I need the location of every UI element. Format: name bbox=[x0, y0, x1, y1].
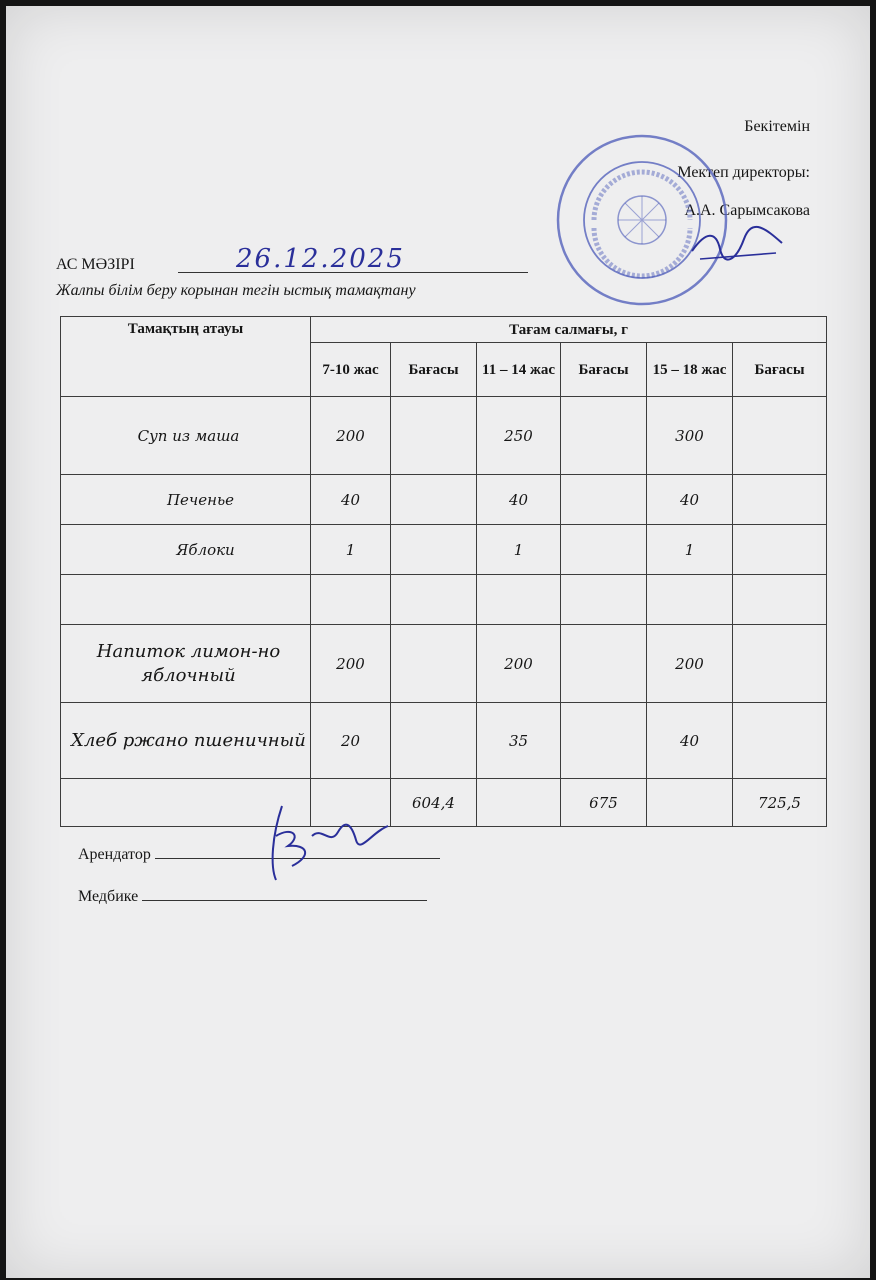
price-1 bbox=[391, 475, 477, 525]
approval-line-1: Бекітемін bbox=[744, 118, 810, 135]
header-age-15-18: 15 – 18 жас bbox=[647, 343, 733, 397]
weight-15-18: 300 bbox=[647, 397, 733, 475]
nurse-label: Медбике bbox=[78, 888, 139, 905]
weight-11-14: 1 bbox=[477, 525, 561, 575]
price-1 bbox=[391, 625, 477, 703]
nurse-row bbox=[78, 886, 427, 906]
menu-date: 26.12.2025 bbox=[236, 244, 405, 274]
header-age-7-10: 7-10 жас bbox=[311, 343, 391, 397]
nurse-signature-line bbox=[142, 886, 427, 901]
weight-7-10: 40 bbox=[311, 475, 391, 525]
dish-name: Печенье bbox=[61, 475, 311, 525]
document-sheet bbox=[6, 6, 870, 1278]
dish-name: Напиток лимон-но яблочный bbox=[61, 625, 311, 703]
price-2 bbox=[561, 625, 647, 703]
table-row-empty bbox=[61, 575, 827, 625]
price-1 bbox=[391, 703, 477, 779]
price-1 bbox=[391, 525, 477, 575]
dish-name: Хлеб ржано пшеничный bbox=[61, 703, 311, 779]
weight-15-18: 1 bbox=[647, 525, 733, 575]
table-row bbox=[61, 397, 827, 475]
dish-name: Яблоки bbox=[61, 525, 311, 575]
menu-title: АС МӘЗІРІ bbox=[56, 256, 135, 273]
weight-11-14: 200 bbox=[477, 625, 561, 703]
dish-name: Суп из маша bbox=[61, 397, 311, 475]
header-price-1: Бағасы bbox=[391, 343, 477, 397]
weight-7-10: 200 bbox=[311, 397, 391, 475]
price-3 bbox=[733, 703, 827, 779]
tenant-label: Арендатор bbox=[78, 846, 151, 863]
weight-7-10: 200 bbox=[311, 625, 391, 703]
price-3 bbox=[733, 625, 827, 703]
table-row bbox=[61, 475, 827, 525]
menu-subtitle: Жалпы білім беру корынан тегін ыстық тамақтану bbox=[56, 282, 416, 299]
approval-line-2: Мектеп директоры: bbox=[677, 164, 810, 181]
table-row bbox=[61, 525, 827, 575]
total-price-2: 675 bbox=[561, 779, 647, 827]
approval-line-3: А.А. Сарымсакова bbox=[684, 202, 810, 219]
header-price-2: Бағасы bbox=[561, 343, 647, 397]
table-row bbox=[61, 625, 827, 703]
total-price-3: 725,5 bbox=[733, 779, 827, 827]
tenant-signature bbox=[252, 796, 392, 886]
price-2 bbox=[561, 525, 647, 575]
school-stamp-seal bbox=[554, 132, 730, 308]
price-1 bbox=[391, 397, 477, 475]
menu-table bbox=[60, 316, 827, 827]
weight-11-14: 35 bbox=[477, 703, 561, 779]
price-3 bbox=[733, 525, 827, 575]
price-2 bbox=[561, 475, 647, 525]
director-signature bbox=[686, 221, 786, 271]
weight-15-18: 200 bbox=[647, 625, 733, 703]
price-2 bbox=[561, 703, 647, 779]
header-age-11-14: 11 – 14 жас bbox=[477, 343, 561, 397]
table-row-totals bbox=[61, 779, 827, 827]
weight-15-18: 40 bbox=[647, 703, 733, 779]
price-3 bbox=[733, 397, 827, 475]
header-price-3: Бағасы bbox=[733, 343, 827, 397]
price-2 bbox=[561, 397, 647, 475]
header-dish-name: Тамақтың атауы bbox=[61, 317, 311, 397]
total-price-1: 604,4 bbox=[391, 779, 477, 827]
weight-7-10: 1 bbox=[311, 525, 391, 575]
weight-11-14: 250 bbox=[477, 397, 561, 475]
weight-7-10: 20 bbox=[311, 703, 391, 779]
table-row bbox=[61, 703, 827, 779]
weight-11-14: 40 bbox=[477, 475, 561, 525]
weight-15-18: 40 bbox=[647, 475, 733, 525]
price-3 bbox=[733, 475, 827, 525]
header-weight: Тағам салмағы, г bbox=[311, 317, 827, 343]
